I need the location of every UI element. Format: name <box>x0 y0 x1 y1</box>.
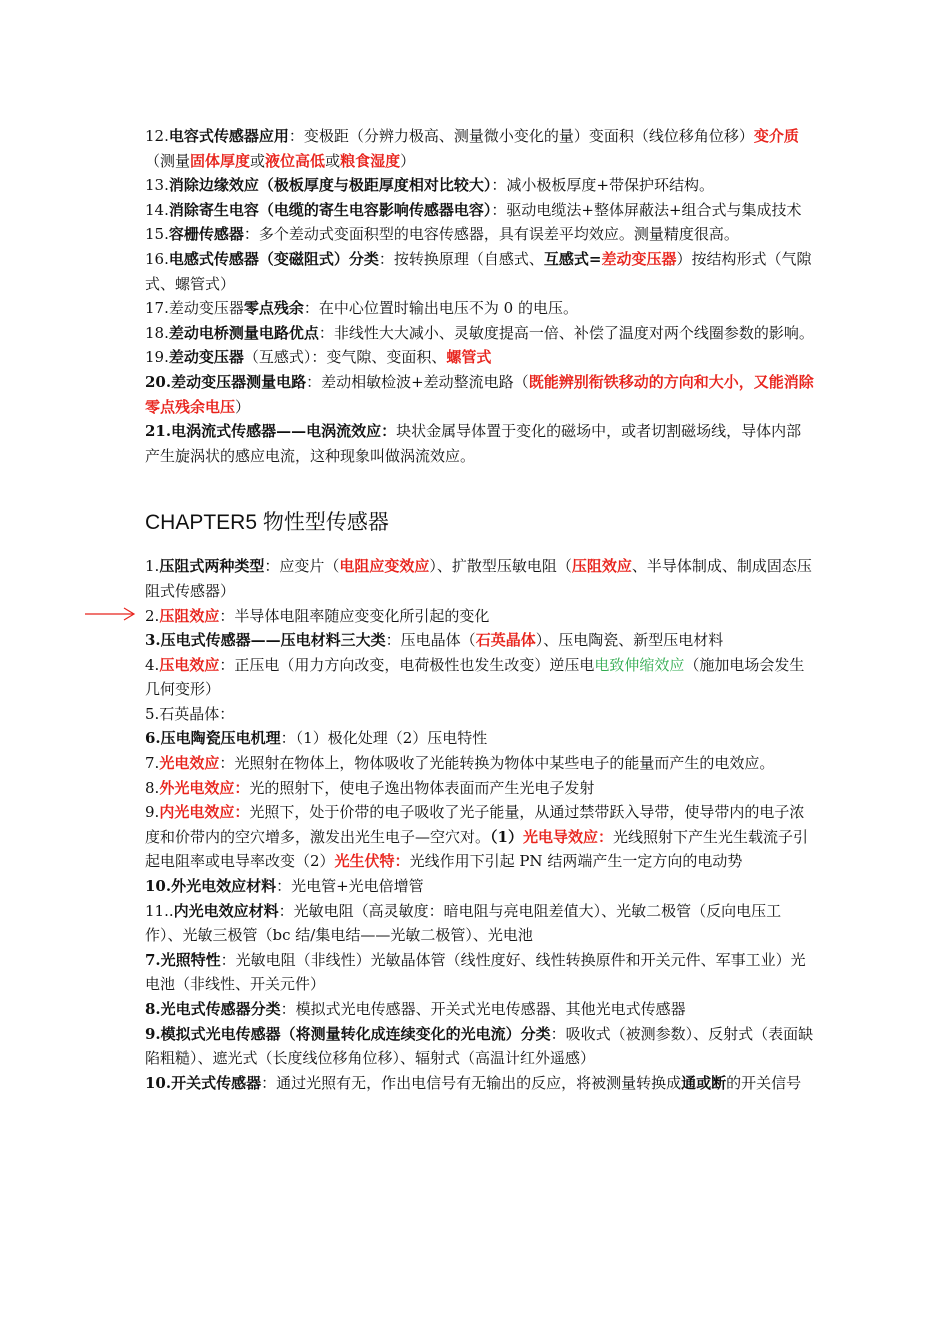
text-run: ：减小极板厚度+带保护环结构。 <box>491 176 714 195</box>
text-run: ）、扩散型压敏电阻（ <box>429 557 572 576</box>
text-run: 压电效应 <box>159 655 220 674</box>
list-item <box>145 1071 815 1096</box>
text-run: （测量 <box>145 151 191 170</box>
text-run: 21.电涡流式传感器——电涡流效应： <box>145 422 397 441</box>
text-run: ：按转换原理（自感式、 <box>378 249 544 268</box>
text-run: 压阻式两种类型 <box>159 557 265 576</box>
text-run: 消除边缘效应（极板厚度与极距厚度相对比较大） <box>168 176 492 195</box>
list-item <box>145 173 815 198</box>
text-run: 13. <box>145 176 169 195</box>
list-item <box>145 997 815 1022</box>
text-run: （施加电场会发生几何变形） <box>145 655 805 699</box>
text-run: 5.石英晶体： <box>145 704 235 723</box>
text-run: ：非线性大大减小、灵敏度提高一倍、补偿了温度对两个线圈参数的影响。 <box>318 323 814 342</box>
section-capacitive-inductive <box>145 124 815 468</box>
text-run: 压阻效应 <box>571 557 632 576</box>
text-run: 20.差动变压器测量电路 <box>145 372 307 391</box>
text-run: 内光电效应： <box>159 803 250 822</box>
text-run: 或 <box>325 151 341 170</box>
text-run: 8.光电式传感器分类 <box>145 1000 281 1018</box>
text-run: 变介质 <box>753 127 799 145</box>
list-item <box>145 726 815 751</box>
text-run: 电容式传感器应用 <box>168 127 289 145</box>
text-run: 电感式传感器（变磁阻式）分类 <box>168 249 379 268</box>
text-run: 4. <box>145 655 160 674</box>
text-run: ：光敏电阻（非线性）光敏晶体管（线性度好、线性转换原件和开关元件、军事工业）光电池（非线性、开关元件） <box>145 950 806 994</box>
text-run: ：压电晶体（ <box>385 631 476 650</box>
text-run: 7. <box>145 754 160 773</box>
list-item <box>145 800 815 874</box>
text-run: 光照下，处于价带的电子吸收了光子能量，从通过禁带跃入导带，使导带内的电子浓度和价带内的空穴增多，激发出光生电子—空穴对。 <box>145 803 805 846</box>
text-run: 12. <box>145 127 169 145</box>
text-run: 10.开关式传感器 <box>145 1073 262 1092</box>
text-run: 内光电效应材料 <box>173 901 279 920</box>
text-run: 外光电效应： <box>159 778 250 797</box>
text-run: 石英晶体 <box>475 631 536 650</box>
list-item <box>145 345 815 370</box>
text-run: ：模拟式光电传感器、开关式光电传感器、其他光电式传感器 <box>280 1000 686 1018</box>
text-run: 互感式= <box>543 249 602 268</box>
text-run: 电致伸缩效应 <box>594 655 685 674</box>
text-run: 光电导效应： <box>522 827 613 846</box>
text-run: ：差动相敏检波+差动整流电路（ <box>306 372 529 391</box>
text-run: ：变极距（分辨力极高、测量微小变化的量）变面积（线位移角位移） <box>288 127 754 145</box>
list-item <box>145 198 815 223</box>
list-item <box>145 370 815 419</box>
text-run: 6.压电陶瓷压电机理 <box>145 729 281 748</box>
text-run: 16. <box>145 249 169 268</box>
text-run: ：光电管+光电倍增管 <box>276 877 424 896</box>
chapter-heading: CHAPTER5 物性型传感器 <box>145 511 389 535</box>
list-item <box>145 899 815 948</box>
text-run: 光的照射下，使电子逸出物体表面而产生光电子发射 <box>249 778 595 797</box>
text-run: ） <box>235 397 251 416</box>
text-run: ：吸收式（被测参数）、反射式（表面缺陷粗糙）、遮光式（长度线位移角位移）、辐射式（高温计红外遥感） <box>145 1024 814 1068</box>
section-physical-sensors <box>145 554 815 1095</box>
text-run: 零点残余 <box>243 299 304 318</box>
text-run: （互感式）：变气隙、变面积、 <box>243 348 447 367</box>
text-run: 光线作用下引起 PN 结两端产生一定方向的电动势 <box>409 852 743 871</box>
text-run: 光生伏特： <box>334 852 410 871</box>
text-run: （1） <box>490 827 523 846</box>
text-run: ：光敏电阻（高灵敏度：暗电阻与亮电阻差值大）、光敏二极管（反向电压工作）、光敏三极管（bc 结/集电结——光敏二极管）、光电池 <box>145 901 782 945</box>
text-run: 9. <box>145 803 160 822</box>
text-run: 19. <box>145 348 169 367</box>
text-run: 通或断 <box>681 1073 727 1092</box>
text-run: ）、压电陶瓷、新型压电材料 <box>535 631 724 650</box>
text-run: 块状金属导体置于变化的磁场中，或者切割磁场线，导体内部产生旋涡状的感应电流，这种现象叫做涡流效应。 <box>145 422 802 465</box>
text-run: ：应变片（ <box>264 557 340 576</box>
text-run: 容栅传感器 <box>168 225 244 244</box>
text-run: 消除寄生电容（电缆的寄生电容影响传感器电容） <box>168 200 492 219</box>
list-item <box>145 1022 815 1071</box>
text-run: 、半导体制成、制成固态压阻式传感器） <box>145 557 812 600</box>
list-item <box>145 776 815 801</box>
text-run: 光线照射下产生光生载流子引起电阻率或电导率改变（2） <box>145 827 808 871</box>
text-run: 18. <box>145 323 169 342</box>
text-run: 粮食湿度 <box>340 151 401 170</box>
text-run: 14. <box>145 200 169 219</box>
list-item <box>145 554 815 603</box>
text-run: 既能辨别衔铁移动的方向和大小，又能消除零点残余电压 <box>145 372 814 416</box>
text-run: 差动变压器 <box>601 249 677 268</box>
text-run: 压阻效应 <box>159 606 220 625</box>
text-run: 2. <box>145 606 160 625</box>
text-run: ：多个差动式变面积型的电容传感器，具有误差平均效应。测量精度很高。 <box>243 225 739 244</box>
list-item <box>145 296 815 321</box>
text-run: 3.压电式传感器——压电材料三大类 <box>145 631 386 650</box>
text-run: ：正压电（用力方向改变，电荷极性也发生改变）逆压电 <box>219 655 595 674</box>
text-run: ）按结构形式（气隙式、螺管式） <box>145 249 812 293</box>
list-item <box>145 628 815 653</box>
text-run: ：半导体电阻率随应变变化所引起的变化 <box>219 606 490 625</box>
text-run: 9.模拟式光电传感器（将测量转化成连续变化的光电流）分类 <box>145 1024 551 1043</box>
text-run: 1. <box>145 557 160 576</box>
text-run: 液位高低 <box>265 151 326 170</box>
text-run: 17.差动变压器 <box>145 299 244 318</box>
text-run: 15. <box>145 225 169 244</box>
text-run: 或 <box>250 151 266 170</box>
text-run: 10.外光电效应材料 <box>145 877 277 896</box>
text-run: ：通过光照有无，作出电信号有无输出的反应，将被测量转换成 <box>261 1073 682 1092</box>
text-run: 差动电桥测量电路优点 <box>168 323 319 342</box>
document-body <box>145 124 815 1095</box>
list-item <box>145 948 815 997</box>
text-run: ：在中心位置时输出电压不为 0 的电压。 <box>303 299 578 318</box>
text-run: 螺管式 <box>446 348 492 367</box>
text-run: 光电效应 <box>159 754 220 773</box>
text-run: ） <box>400 151 416 170</box>
text-run: 电阻应变效应 <box>339 557 430 576</box>
text-run: ：（1）极化处理（2）压电特性 <box>280 729 488 748</box>
text-run: 差动变压器 <box>168 348 244 367</box>
list-item <box>145 222 815 247</box>
list-item <box>145 751 815 776</box>
list-item <box>145 419 815 468</box>
list-item <box>145 124 815 173</box>
text-run: ：驱动电缆法+整体屏蔽法+组合式与集成技术 <box>491 200 802 219</box>
list-item <box>145 702 815 727</box>
list-item <box>145 653 815 702</box>
text-run: 的开关信号 <box>726 1073 802 1092</box>
list-item <box>145 247 815 296</box>
text-run: 8. <box>145 778 160 797</box>
list-item <box>145 604 815 629</box>
text-run: 11.. <box>145 901 174 920</box>
text-run: 固体厚度 <box>190 151 251 170</box>
arrow-annotation-icon <box>84 606 136 622</box>
text-run: ：光照射在物体上，物体吸收了光能转换为物体中某些电子的能量而产生的电效应。 <box>219 754 775 773</box>
list-item <box>145 874 815 899</box>
list-item <box>145 321 815 346</box>
text-run: 7.光照特性 <box>145 950 221 969</box>
